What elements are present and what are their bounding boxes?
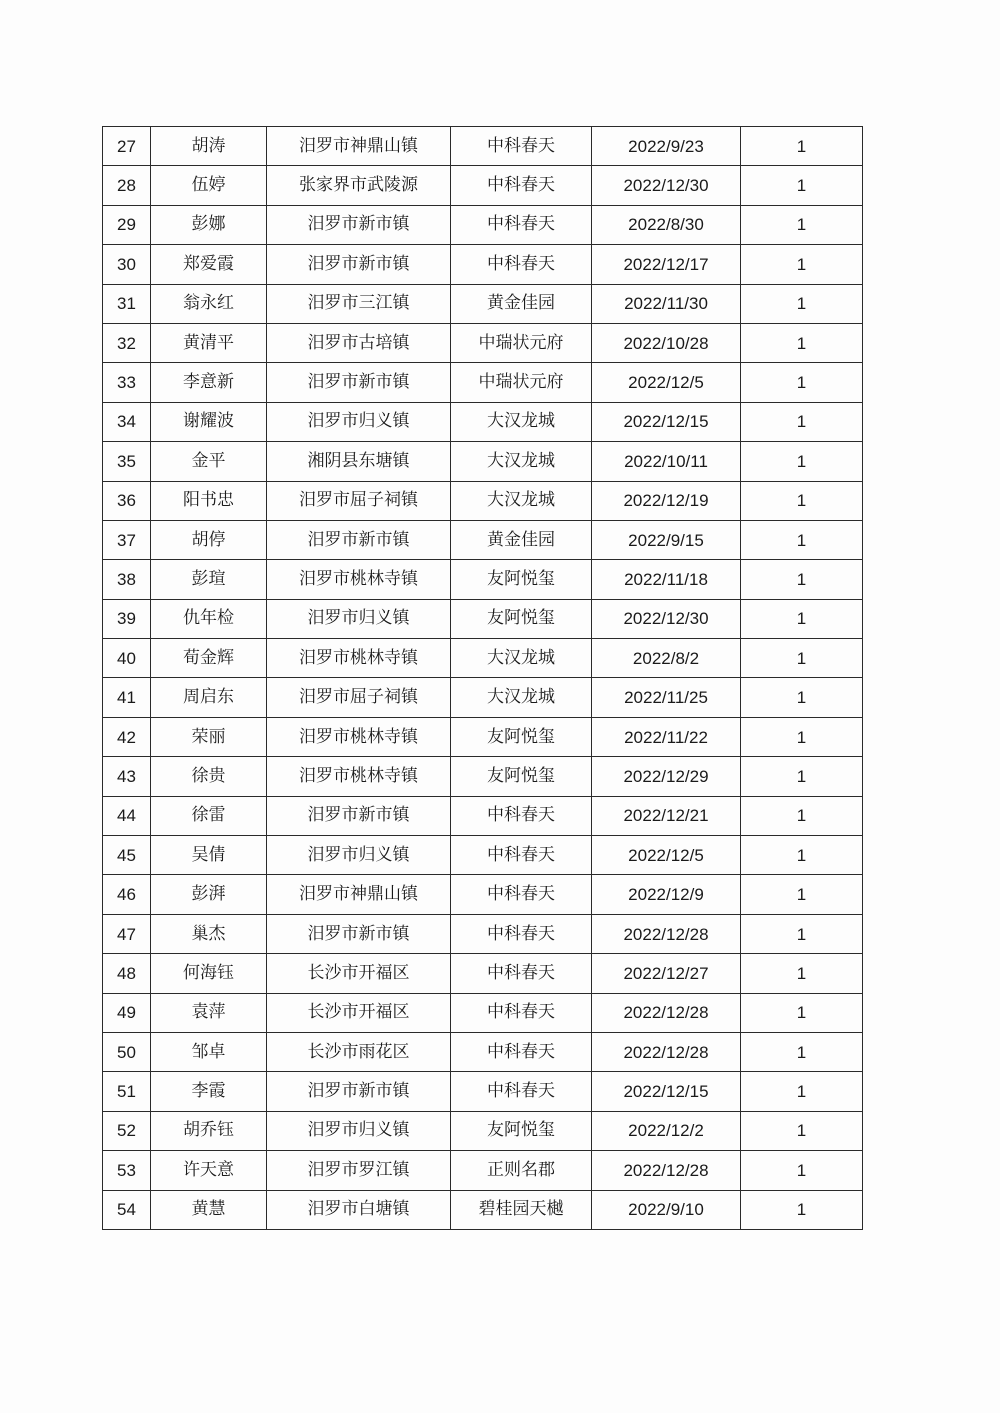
count-cell: 1 bbox=[741, 875, 863, 914]
name-cell: 胡乔钰 bbox=[151, 1111, 267, 1150]
date-cell: 2022/12/28 bbox=[592, 993, 741, 1032]
name-cell: 巢杰 bbox=[151, 914, 267, 953]
row-number-cell: 38 bbox=[103, 560, 151, 599]
row-number-cell: 41 bbox=[103, 678, 151, 717]
address-cell: 汨罗市新市镇 bbox=[267, 363, 451, 402]
project-cell: 中科春天 bbox=[451, 875, 592, 914]
address-cell: 汨罗市新市镇 bbox=[267, 520, 451, 559]
address-cell: 汨罗市古培镇 bbox=[267, 323, 451, 362]
project-cell: 黄金佳园 bbox=[451, 284, 592, 323]
table-row bbox=[103, 836, 863, 875]
row-number-cell: 46 bbox=[103, 875, 151, 914]
address-cell: 汨罗市归义镇 bbox=[267, 599, 451, 638]
table-row bbox=[103, 599, 863, 638]
row-number-cell: 42 bbox=[103, 717, 151, 756]
project-cell: 碧桂园天樾 bbox=[451, 1190, 592, 1229]
date-cell: 2022/10/28 bbox=[592, 323, 741, 362]
name-cell: 周启东 bbox=[151, 678, 267, 717]
name-cell: 黄清平 bbox=[151, 323, 267, 362]
address-cell: 汨罗市屈子祠镇 bbox=[267, 481, 451, 520]
date-cell: 2022/12/5 bbox=[592, 836, 741, 875]
date-cell: 2022/9/23 bbox=[592, 127, 741, 166]
date-cell: 2022/12/2 bbox=[592, 1111, 741, 1150]
count-cell: 1 bbox=[741, 836, 863, 875]
count-cell: 1 bbox=[741, 678, 863, 717]
address-cell: 汨罗市新市镇 bbox=[267, 914, 451, 953]
table-row bbox=[103, 717, 863, 756]
address-cell: 汨罗市归义镇 bbox=[267, 1111, 451, 1150]
row-number-cell: 37 bbox=[103, 520, 151, 559]
name-cell: 徐贵 bbox=[151, 757, 267, 796]
table-row bbox=[103, 1151, 863, 1190]
name-cell: 胡涛 bbox=[151, 127, 267, 166]
row-number-cell: 30 bbox=[103, 245, 151, 284]
project-cell: 中科春天 bbox=[451, 796, 592, 835]
table-row bbox=[103, 875, 863, 914]
name-cell: 胡停 bbox=[151, 520, 267, 559]
table-row bbox=[103, 363, 863, 402]
count-cell: 1 bbox=[741, 993, 863, 1032]
table-row bbox=[103, 205, 863, 244]
project-cell: 中科春天 bbox=[451, 127, 592, 166]
project-cell: 友阿悦玺 bbox=[451, 717, 592, 756]
address-cell: 汨罗市三江镇 bbox=[267, 284, 451, 323]
date-cell: 2022/12/28 bbox=[592, 1151, 741, 1190]
row-number-cell: 31 bbox=[103, 284, 151, 323]
date-cell: 2022/11/18 bbox=[592, 560, 741, 599]
date-cell: 2022/11/22 bbox=[592, 717, 741, 756]
date-cell: 2022/11/30 bbox=[592, 284, 741, 323]
project-cell: 正则名郡 bbox=[451, 1151, 592, 1190]
date-cell: 2022/12/30 bbox=[592, 599, 741, 638]
date-cell: 2022/12/15 bbox=[592, 1072, 741, 1111]
name-cell: 吴倩 bbox=[151, 836, 267, 875]
row-number-cell: 33 bbox=[103, 363, 151, 402]
date-cell: 2022/12/5 bbox=[592, 363, 741, 402]
project-cell: 中瑞状元府 bbox=[451, 363, 592, 402]
address-cell: 汨罗市白塘镇 bbox=[267, 1190, 451, 1229]
table-row bbox=[103, 954, 863, 993]
count-cell: 1 bbox=[741, 166, 863, 205]
project-cell: 大汉龙城 bbox=[451, 639, 592, 678]
date-cell: 2022/12/29 bbox=[592, 757, 741, 796]
table-row bbox=[103, 166, 863, 205]
address-cell: 汨罗市新市镇 bbox=[267, 245, 451, 284]
table-row bbox=[103, 639, 863, 678]
date-cell: 2022/12/28 bbox=[592, 1032, 741, 1071]
name-cell: 郑爱霞 bbox=[151, 245, 267, 284]
table-row bbox=[103, 678, 863, 717]
project-cell: 大汉龙城 bbox=[451, 481, 592, 520]
date-cell: 2022/12/17 bbox=[592, 245, 741, 284]
name-cell: 伍婷 bbox=[151, 166, 267, 205]
date-cell: 2022/12/28 bbox=[592, 914, 741, 953]
count-cell: 1 bbox=[741, 599, 863, 638]
row-number-cell: 27 bbox=[103, 127, 151, 166]
name-cell: 彭瑄 bbox=[151, 560, 267, 599]
date-cell: 2022/12/9 bbox=[592, 875, 741, 914]
name-cell: 袁萍 bbox=[151, 993, 267, 1032]
name-cell: 李霞 bbox=[151, 1072, 267, 1111]
address-cell: 长沙市开福区 bbox=[267, 993, 451, 1032]
name-cell: 徐雷 bbox=[151, 796, 267, 835]
table-row bbox=[103, 323, 863, 362]
project-cell: 中科春天 bbox=[451, 836, 592, 875]
project-cell: 友阿悦玺 bbox=[451, 757, 592, 796]
count-cell: 1 bbox=[741, 127, 863, 166]
row-number-cell: 40 bbox=[103, 639, 151, 678]
count-cell: 1 bbox=[741, 639, 863, 678]
project-cell: 中科春天 bbox=[451, 1072, 592, 1111]
row-number-cell: 43 bbox=[103, 757, 151, 796]
count-cell: 1 bbox=[741, 1151, 863, 1190]
address-cell: 汨罗市桃林寺镇 bbox=[267, 639, 451, 678]
name-cell: 彭湃 bbox=[151, 875, 267, 914]
project-cell: 友阿悦玺 bbox=[451, 1111, 592, 1150]
address-cell: 汨罗市新市镇 bbox=[267, 1072, 451, 1111]
count-cell: 1 bbox=[741, 402, 863, 441]
count-cell: 1 bbox=[741, 245, 863, 284]
date-cell: 2022/12/30 bbox=[592, 166, 741, 205]
project-cell: 中科春天 bbox=[451, 205, 592, 244]
row-number-cell: 29 bbox=[103, 205, 151, 244]
project-cell: 友阿悦玺 bbox=[451, 560, 592, 599]
table-row bbox=[103, 914, 863, 953]
name-cell: 邹卓 bbox=[151, 1032, 267, 1071]
project-cell: 中瑞状元府 bbox=[451, 323, 592, 362]
address-cell: 汨罗市桃林寺镇 bbox=[267, 757, 451, 796]
address-cell: 汨罗市神鼎山镇 bbox=[267, 875, 451, 914]
row-number-cell: 54 bbox=[103, 1190, 151, 1229]
address-cell: 汨罗市神鼎山镇 bbox=[267, 127, 451, 166]
name-cell: 仇年检 bbox=[151, 599, 267, 638]
table-row bbox=[103, 560, 863, 599]
address-cell: 汨罗市屈子祠镇 bbox=[267, 678, 451, 717]
table-row bbox=[103, 127, 863, 166]
date-cell: 2022/11/25 bbox=[592, 678, 741, 717]
project-cell: 友阿悦玺 bbox=[451, 599, 592, 638]
count-cell: 1 bbox=[741, 323, 863, 362]
date-cell: 2022/12/27 bbox=[592, 954, 741, 993]
count-cell: 1 bbox=[741, 520, 863, 559]
project-cell: 大汉龙城 bbox=[451, 678, 592, 717]
count-cell: 1 bbox=[741, 560, 863, 599]
address-cell: 汨罗市罗江镇 bbox=[267, 1151, 451, 1190]
name-cell: 阳书忠 bbox=[151, 481, 267, 520]
date-cell: 2022/12/15 bbox=[592, 402, 741, 441]
table-row bbox=[103, 1072, 863, 1111]
project-cell: 中科春天 bbox=[451, 914, 592, 953]
date-cell: 2022/10/11 bbox=[592, 442, 741, 481]
row-number-cell: 39 bbox=[103, 599, 151, 638]
records-table bbox=[102, 126, 863, 1230]
table-row bbox=[103, 284, 863, 323]
address-cell: 汨罗市归义镇 bbox=[267, 836, 451, 875]
name-cell: 许天意 bbox=[151, 1151, 267, 1190]
address-cell: 长沙市雨花区 bbox=[267, 1032, 451, 1071]
count-cell: 1 bbox=[741, 1072, 863, 1111]
address-cell: 长沙市开福区 bbox=[267, 954, 451, 993]
table-row bbox=[103, 481, 863, 520]
name-cell: 何海钰 bbox=[151, 954, 267, 993]
row-number-cell: 48 bbox=[103, 954, 151, 993]
address-cell: 汨罗市桃林寺镇 bbox=[267, 717, 451, 756]
row-number-cell: 51 bbox=[103, 1072, 151, 1111]
table-row bbox=[103, 520, 863, 559]
name-cell: 彭娜 bbox=[151, 205, 267, 244]
table-row bbox=[103, 1190, 863, 1229]
count-cell: 1 bbox=[741, 914, 863, 953]
count-cell: 1 bbox=[741, 442, 863, 481]
count-cell: 1 bbox=[741, 954, 863, 993]
date-cell: 2022/8/2 bbox=[592, 639, 741, 678]
row-number-cell: 34 bbox=[103, 402, 151, 441]
name-cell: 李意新 bbox=[151, 363, 267, 402]
row-number-cell: 32 bbox=[103, 323, 151, 362]
table-row bbox=[103, 402, 863, 441]
table-row bbox=[103, 1111, 863, 1150]
name-cell: 金平 bbox=[151, 442, 267, 481]
date-cell: 2022/12/19 bbox=[592, 481, 741, 520]
row-number-cell: 52 bbox=[103, 1111, 151, 1150]
count-cell: 1 bbox=[741, 1190, 863, 1229]
row-number-cell: 28 bbox=[103, 166, 151, 205]
address-cell: 汨罗市新市镇 bbox=[267, 205, 451, 244]
project-cell: 中科春天 bbox=[451, 954, 592, 993]
row-number-cell: 44 bbox=[103, 796, 151, 835]
date-cell: 2022/8/30 bbox=[592, 205, 741, 244]
count-cell: 1 bbox=[741, 1032, 863, 1071]
table-row bbox=[103, 245, 863, 284]
address-cell: 汨罗市新市镇 bbox=[267, 796, 451, 835]
name-cell: 黄慧 bbox=[151, 1190, 267, 1229]
table-row bbox=[103, 1032, 863, 1071]
project-cell: 黄金佳园 bbox=[451, 520, 592, 559]
project-cell: 中科春天 bbox=[451, 245, 592, 284]
count-cell: 1 bbox=[741, 284, 863, 323]
date-cell: 2022/12/21 bbox=[592, 796, 741, 835]
count-cell: 1 bbox=[741, 1111, 863, 1150]
row-number-cell: 50 bbox=[103, 1032, 151, 1071]
count-cell: 1 bbox=[741, 757, 863, 796]
count-cell: 1 bbox=[741, 796, 863, 835]
address-cell: 张家界市武陵源 bbox=[267, 166, 451, 205]
name-cell: 荀金辉 bbox=[151, 639, 267, 678]
name-cell: 谢耀波 bbox=[151, 402, 267, 441]
count-cell: 1 bbox=[741, 717, 863, 756]
date-cell: 2022/9/10 bbox=[592, 1190, 741, 1229]
row-number-cell: 47 bbox=[103, 914, 151, 953]
row-number-cell: 36 bbox=[103, 481, 151, 520]
row-number-cell: 35 bbox=[103, 442, 151, 481]
project-cell: 大汉龙城 bbox=[451, 402, 592, 441]
count-cell: 1 bbox=[741, 481, 863, 520]
count-cell: 1 bbox=[741, 205, 863, 244]
table-row bbox=[103, 993, 863, 1032]
name-cell: 翁永红 bbox=[151, 284, 267, 323]
row-number-cell: 49 bbox=[103, 993, 151, 1032]
table-row bbox=[103, 757, 863, 796]
table-row bbox=[103, 796, 863, 835]
count-cell: 1 bbox=[741, 363, 863, 402]
address-cell: 汨罗市桃林寺镇 bbox=[267, 560, 451, 599]
date-cell: 2022/9/15 bbox=[592, 520, 741, 559]
row-number-cell: 45 bbox=[103, 836, 151, 875]
name-cell: 荣丽 bbox=[151, 717, 267, 756]
address-cell: 湘阴县东塘镇 bbox=[267, 442, 451, 481]
project-cell: 中科春天 bbox=[451, 993, 592, 1032]
records-table-body bbox=[103, 127, 863, 1230]
table-row bbox=[103, 442, 863, 481]
address-cell: 汨罗市归义镇 bbox=[267, 402, 451, 441]
row-number-cell: 53 bbox=[103, 1151, 151, 1190]
project-cell: 中科春天 bbox=[451, 1032, 592, 1071]
project-cell: 中科春天 bbox=[451, 166, 592, 205]
project-cell: 大汉龙城 bbox=[451, 442, 592, 481]
